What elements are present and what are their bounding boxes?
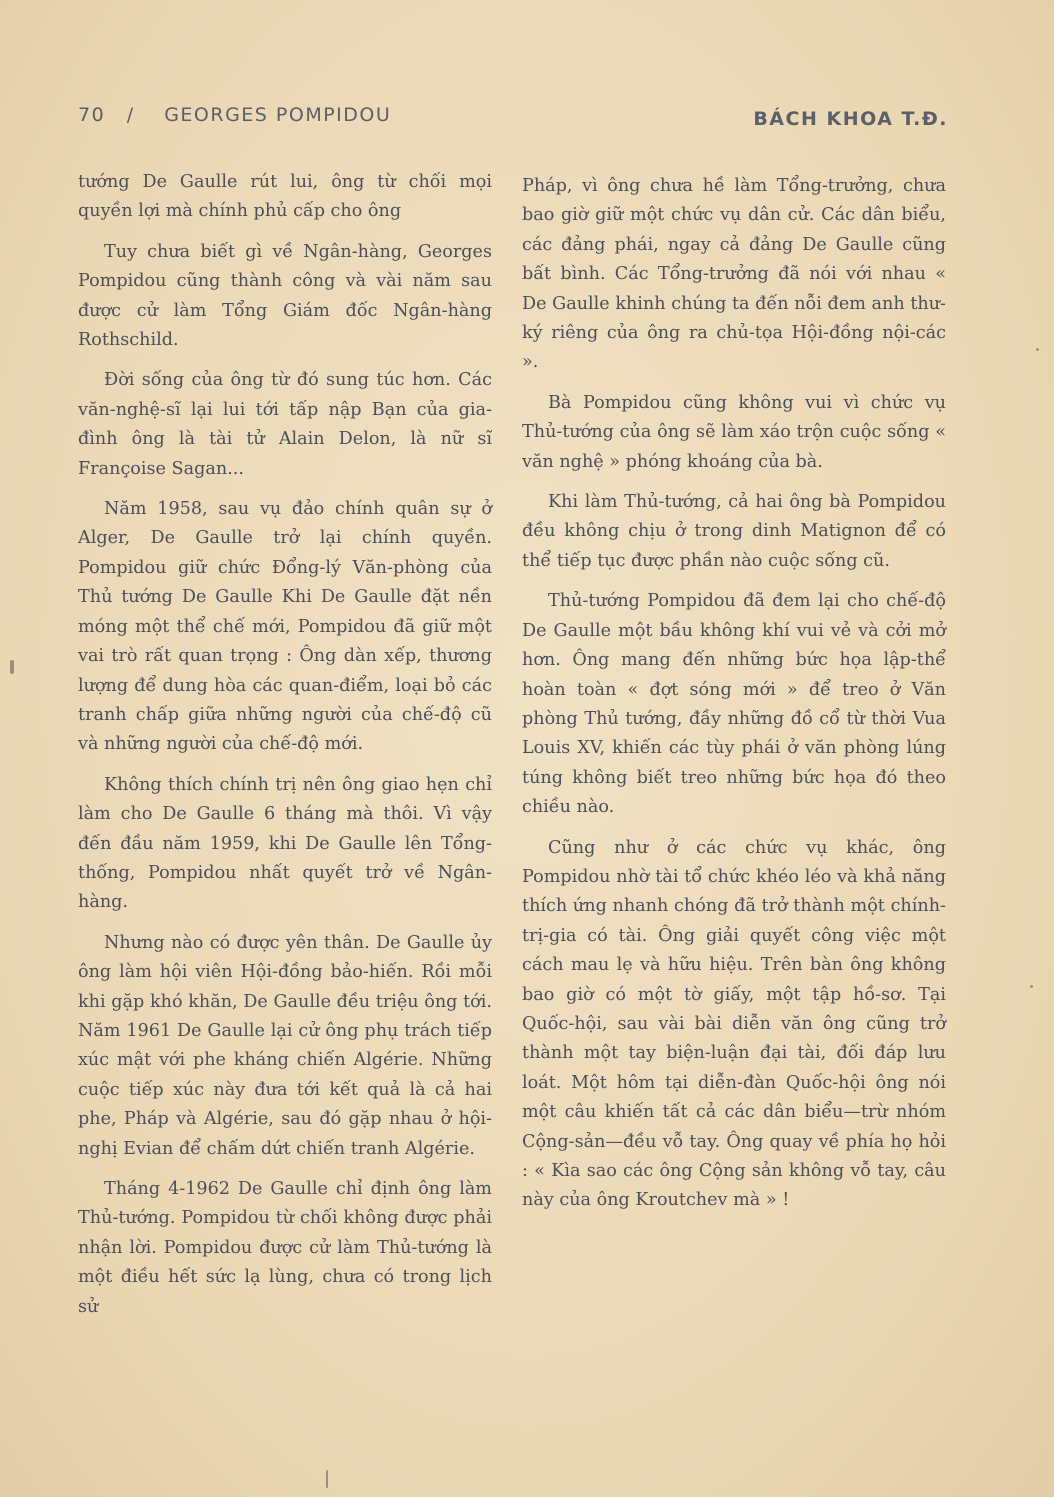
header-left [78, 104, 391, 126]
running-title: GEORGES POMPIDOU [164, 104, 392, 126]
paragraph: Cũng như ở các chức vụ khác, ông Pompidou nhờ tài tổ chức khéo léo và khả năng thích ứng nhanh chóng đã trở thành một chính-trị-gia có tài. Ông giải quyết công việc một cách mau lẹ và hữu hiệu. Trên bàn ông không bao giờ có một tờ giấy, một tập hồ-sơ. Tại Quốc-hội, sau vài bài diễn văn ông cũng trở thành một tay biện-luận đại tài, đối đáp lưu loát. Một hôm tại diễn-đàn Quốc-hội ông nói một câu khiến tất cả các dân biểu—trừ nhóm Cộng-sản—đều vỗ tay. Ông quay về phía họ hỏi : « Kìa sao các ông Cộng sản không vỗ tay, câu này của ông Kroutchev mà » ! [522, 837, 946, 1211]
paragraph: Pháp, vì ông chưa hề làm Tổng-trưởng, chưa bao giờ giữ một chức vụ dân cử. Các dân biểu, các đảng phái, ngay cả đảng De Gaulle cũng bất bình. Các Tổng-trưởng đã nói với nhau « De Gaulle khinh chúng ta đến nỗi đem anh thư-ký riêng của ông ra chủ-tọa Hội-đồng nội-các ». [522, 176, 946, 373]
page-number: 70 [78, 104, 106, 126]
publication-name: BÁCH KHOA T.Đ. [753, 108, 948, 130]
paragraph: Bà Pompidou cũng không vui vì chức vụ Thủ-tướng của ông sẽ làm xáo trộn cuộc sống « văn nghệ » phóng khoáng của bà. [522, 392, 946, 472]
paragraph: Thủ-tướng Pompidou đã đem lại cho chế-độ De Gaulle một bầu không khí vui vẻ và cởi mở hơn. Ông mang đến những bức họa lập-thể hoàn toàn « đợt sóng mới » để treo ở Văn phòng Thủ tướng, đầy những đồ cổ từ thời Vua Louis XV, khiến các tùy phái ở văn phòng lúng túng không biết treo những bức họa đó theo chiều nào. [522, 591, 946, 818]
paragraph: Nhưng nào có được yên thân. De Gaulle ủy ông làm hội viên Hội-đồng bảo-hiến. Rồi mỗi khi gặp khó khăn, De Gaulle đều triệu ông tới. Năm 1961 De Gaulle lại cử ông phụ trách tiếp xúc mật với phe kháng chiến Algérie. Những cuộc tiếp xúc này đưa tới kết quả là cả hai phe, Pháp và Algérie, sau đó gặp nhau ở hội-nghị Evian để chấm dứt chiến tranh Algérie. [78, 932, 492, 1159]
paragraph: Năm 1958, sau vụ đảo chính quân sự ở Alger, De Gaulle trở lại chính quyền. Pompidou giữ chức Đổng-lý Văn-phòng của Thủ tướng De Gaulle Khi De Gaulle đặt nền móng một thể chế mới, Pompidou đã giữ một vai trò rất quan trọng : Ông dàn xếp, thương lượng để dung hòa các quan-điểm, loại bỏ các tranh chấp giữa những người của chế-độ cũ và những người của chế-độ mới. [78, 499, 492, 755]
header-separator: / [126, 104, 135, 126]
paper-speck [1030, 985, 1033, 988]
paragraph: Đời sống của ông từ đó sung túc hơn. Các văn-nghệ-sĩ lại lui tới tấp nập Bạn của gia-đình ông là tài tử Alain Delon, là nữ sĩ Françoise Sagan... [78, 370, 492, 479]
paragraph: tướng De Gaulle rút lui, ông từ chối mọi quyền lợi mà chính phủ cấp cho ông [78, 172, 492, 222]
paper-speck [1036, 348, 1039, 351]
paragraph: Tháng 4-1962 De Gaulle chỉ định ông làm Thủ-tướng. Pompidou từ chối không được phải nhận lời. Pompidou được cử làm Thủ-tướng là một điều hết sức lạ lùng, chưa có trong lịch sử [78, 1179, 492, 1317]
page-header [78, 104, 948, 134]
paragraph: Khi làm Thủ-tướng, cả hai ông bà Pompidou đều không chịu ở trong dinh Matignon để có thể tiếp tục được phần nào cuộc sống cũ. [522, 492, 946, 571]
paragraph: Tuy chưa biết gì về Ngân-hàng, Georges Pompidou cũng thành công và vài năm sau được cử làm Tổng Giám đốc Ngân-hàng Rothschild. [78, 241, 492, 351]
right-column [522, 172, 946, 1227]
paragraph: Không thích chính trị nên ông giao hẹn chỉ làm cho De Gaulle 6 tháng mà thôi. Vì vậy đến đầu năm 1959, khi De Gaulle lên Tổng-thống, Pompidou nhất quyết trở về Ngân-hàng. [78, 774, 492, 913]
paper-speck [326, 1470, 328, 1488]
left-column [78, 168, 492, 1333]
paper-speck [10, 660, 14, 674]
